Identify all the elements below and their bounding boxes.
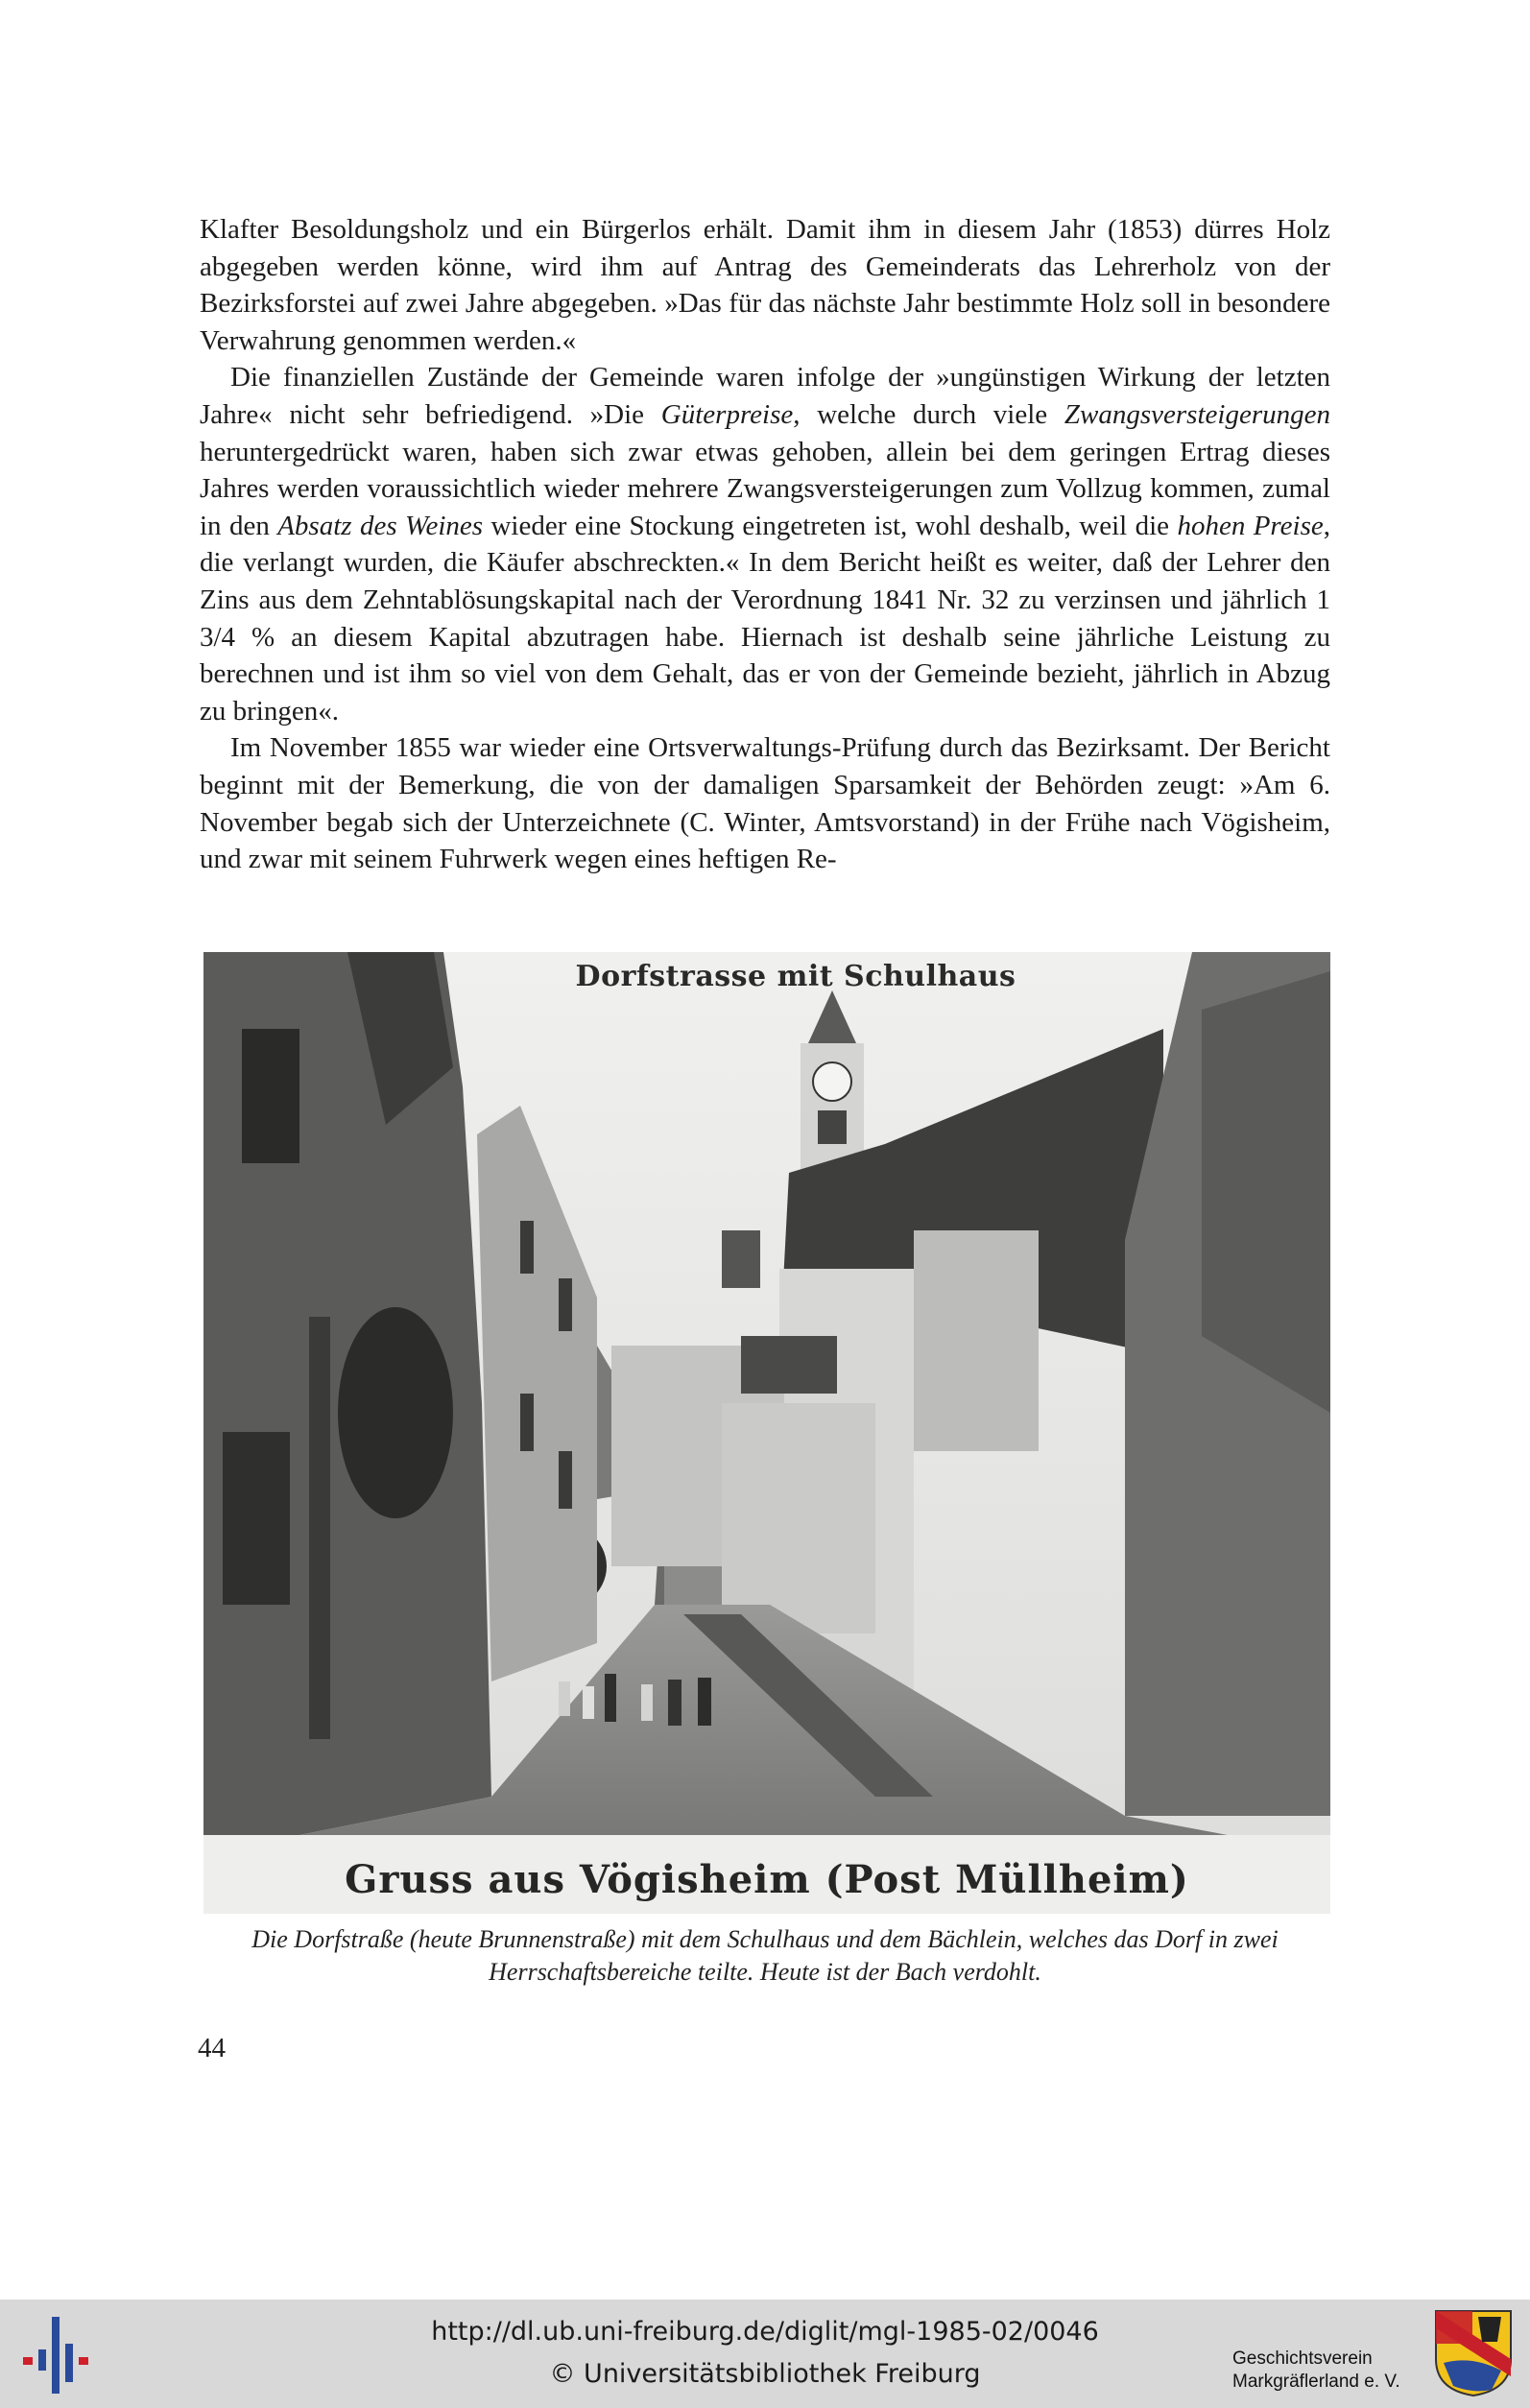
body-text [200, 211, 1330, 878]
paragraph-text: Im November 1855 war wieder eine Ortsverwaltungs-Prüfung durch das Bezirksamt. Der Bericht beginnt mit der Bemerkung, die von der damaligen Sparsamkeit der Behörden zeugt: »Am 6. November begab sich der Unterzeichnete (C. Winter, Amtsvorstand) in der Frühe nach Vögisheim, und zwar mit seinem Fuhrwerk wegen eines heftigen Re- [200, 732, 1330, 875]
body-paragraph [200, 211, 1330, 359]
publisher-name-line2: Markgräflerland e. V. [1232, 2372, 1400, 2392]
street-photo-illustration [203, 952, 1330, 1914]
paragraph-text: Klafter Besoldungsholz und ein Bürgerlos erhält. Damit ihm in diesem Jahr (1853) dürres Holz abgegeben werden könne, wird ihm auf Antrag des Gemeinderats das Lehrerholz von der Bezirksforstei auf zwei Jahre abgegeben. »Das für das nächste Jahr bestimmte Holz soll in besondere Verwahrung genommen werden.« [200, 214, 1330, 356]
viewer-footer [0, 2300, 1530, 2408]
emphasized-text: Zwangsversteigerungen [1064, 398, 1330, 430]
body-paragraph [200, 359, 1330, 729]
page-number: 44 [198, 2033, 226, 2063]
paragraph-text: Die finanziellen Zustände der Gemeinde waren infolge der »ungünstigen Wirkung der letzten Jahre« nicht sehr befriedigend. »Die [200, 362, 1330, 430]
document-url-link[interactable]: http://dl.ub.uni-freiburg.de/diglit/mgl-1985-02/0046 [431, 2317, 1099, 2347]
postcard-heading: Dorfstrasse mit Schulhaus [575, 960, 1016, 993]
paragraph-text: wieder eine Stockung eingetreten ist, wohl deshalb, weil die [483, 510, 1178, 541]
emphasized-text: Absatz des Weines [277, 510, 484, 541]
paragraph-text: heruntergedrückt waren, haben sich zwar etwas gehoben, allein bei dem geringen Ertrag dieses Jahres werden voraussichtlich wieder mehrere Zwangsversteigerungen zum Vollzug kommen, zumal in den [200, 436, 1330, 541]
paragraph-text: , die verlangt wurden, die Käufer abschreckten.« In dem Bericht heißt es weiter, daß der Lehrer den Zins aus dem Zehntablösungskapital nach der Verordnung 1841 Nr. 32 zu verzinsen und jährlich 1 3/4 % an diesem Kapital abzutragen habe. Hiernach ist deshalb seine jährliche Leistung zu berechnen und ist ihm so viel von dem Gehalt, das er von der Gemeinde bezieht, jährlich in Abzug zu bringen«. [200, 510, 1330, 727]
paragraph-text: , welche durch viele [793, 398, 1064, 430]
publisher-name [1232, 2348, 1424, 2394]
publisher-name-line1: Geschichtsverein [1232, 2348, 1373, 2369]
postcard-photo [203, 952, 1330, 1914]
figure-caption: Die Dorfstraße (heute Brunnenstraße) mit dem Schulhaus und dem Bächlein, welches das Dorf in zwei Herrschaftsbereiche teilte. Heute ist der Bach verdohlt. [251, 1925, 1279, 1986]
document-url[interactable] [0, 2317, 1530, 2347]
coat-of-arms-icon [1434, 2309, 1513, 2397]
postcard-greeting: Gruss aus Vögisheim (Post Müllheim) [345, 1857, 1189, 1902]
emphasized-text: Güterpreise [660, 398, 794, 430]
copyright-notice: © Universitätsbibliothek Freiburg [549, 2359, 981, 2389]
emphasized-text: hohen Preise [1177, 510, 1324, 541]
body-paragraph [200, 729, 1330, 877]
